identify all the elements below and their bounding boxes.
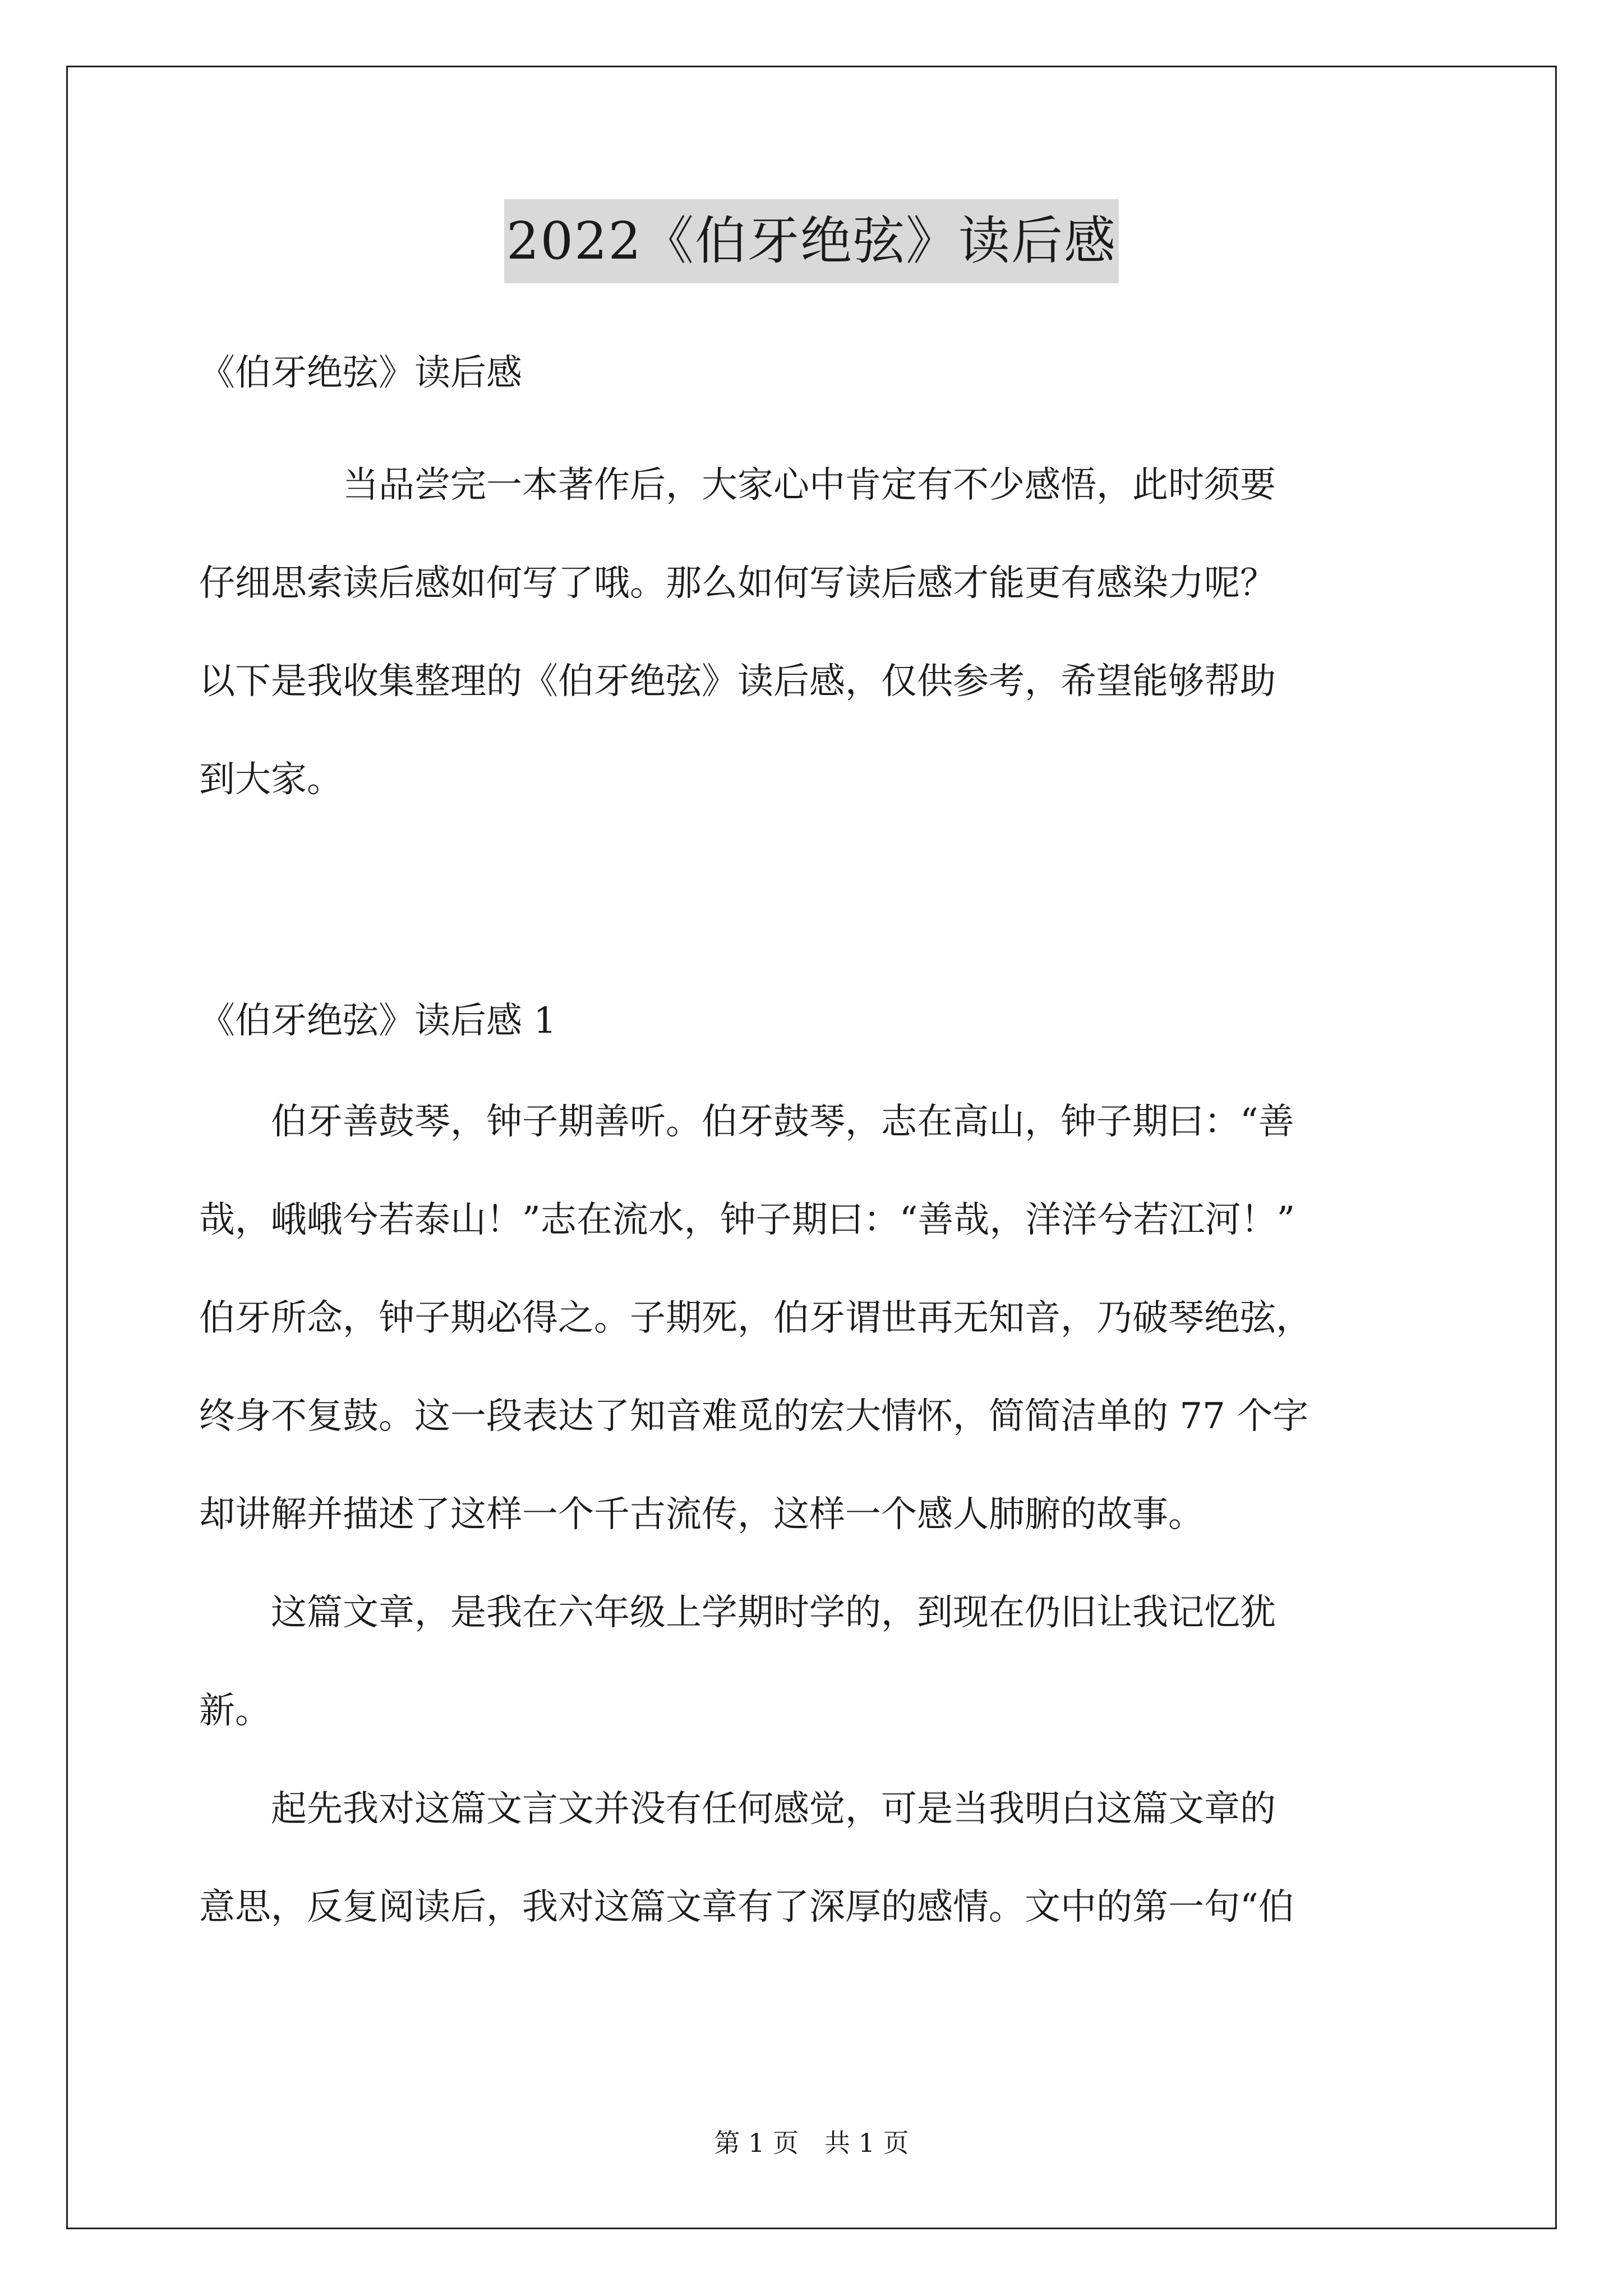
- body-line: 伯牙善鼓琴，钟子期善听。伯牙鼓琴，志在高山，钟子期曰：“善: [199, 1101, 1294, 1143]
- body-line: 起先我对这篇文言文并没有任何感觉，可是当我明白这篇文章的: [199, 1788, 1276, 1830]
- body-line: 新。: [199, 1690, 271, 1732]
- section-heading: 《伯牙绝弦》读后感 1: [199, 1000, 557, 1042]
- body-line: 这篇文章，是我在六年级上学期时学的，到现在仍旧让我记忆犹: [199, 1592, 1276, 1634]
- body-line: 伯牙所念，钟子期必得之。子期死，伯牙谓世再无知音，乃破琴绝弦，: [199, 1297, 1312, 1339]
- page-number: 第 1 页 共 1 页: [714, 2128, 909, 2158]
- intro-line: 以下是我收集整理的《伯牙绝弦》读后感，仅供参考，希望能够帮助: [199, 661, 1276, 702]
- document-title: 2022《伯牙绝弦》读后感: [504, 199, 1119, 283]
- body-line: 终身不复鼓。这一段表达了知音难觅的宏大情怀，简简洁单的 77 个字: [199, 1396, 1309, 1437]
- body-line: 意思，反复阅读后，我对这篇文章有了深厚的感情。文中的第一句“伯: [199, 1887, 1294, 1928]
- intro-line: 当品尝完一本著作后，大家心中肯定有不少感悟，此时须要: [199, 464, 1276, 506]
- title-container: [0, 199, 1623, 283]
- subtitle: 《伯牙绝弦》读后感: [199, 352, 522, 394]
- intro-line: 到大家。: [199, 759, 343, 800]
- intro-line: 仔细思索读后感如何写了哦。那么如何写读后感才能更有感染力呢？: [199, 563, 1276, 604]
- body-line: 哉，峨峨兮若泰山！”志在流水，钟子期曰：“善哉，洋洋兮若江河！”: [199, 1199, 1295, 1241]
- body-line: 却讲解并描述了这样一个千古流传，这样一个感人肺腑的故事。: [199, 1494, 1204, 1535]
